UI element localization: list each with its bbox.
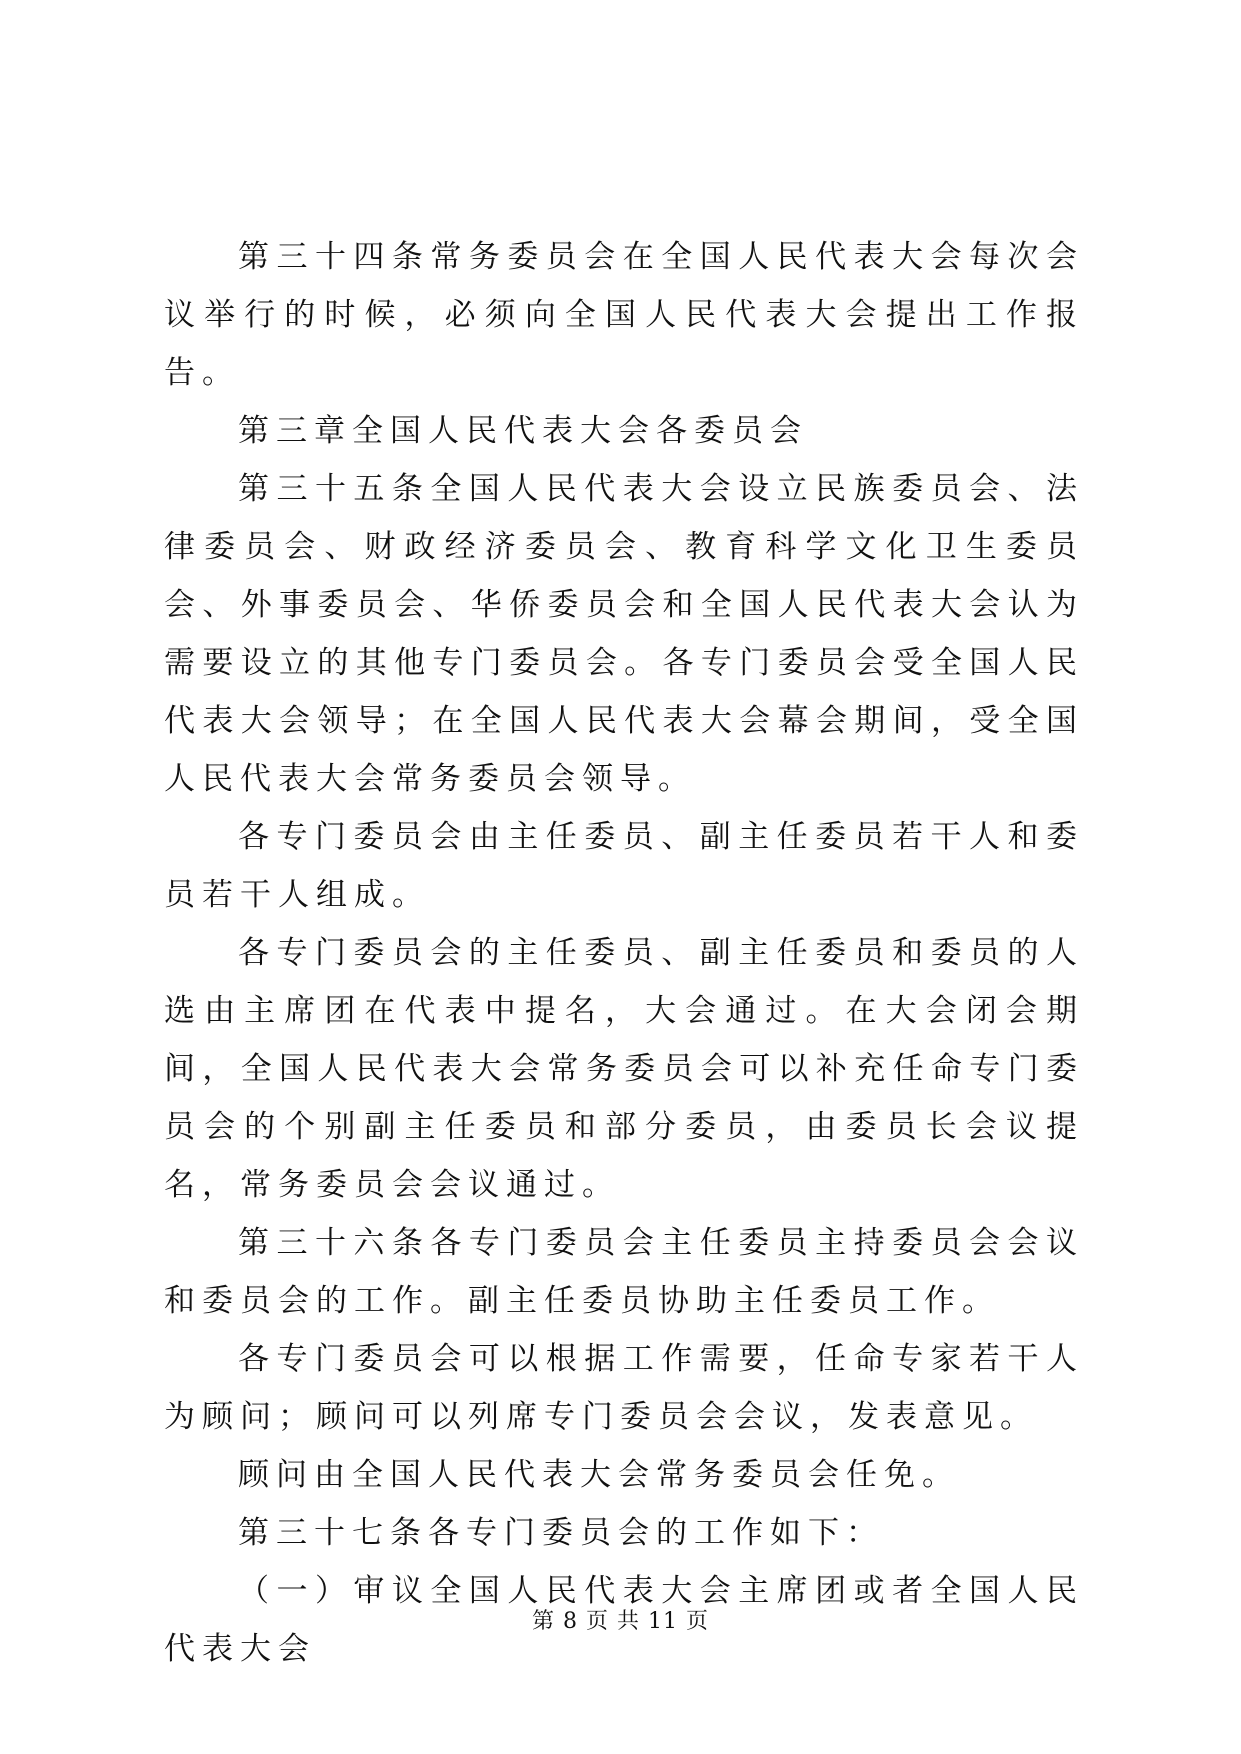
paragraph-article-35: 第三十五条全国人民代表大会设立民族委员会、法律委员会、财政经济委员会、教育科学文化卫生委员会、外事委员会、华侨委员会和全国人民代表大会认为需要设立的其他专门委员会。各专门委员会受全国人民代表大会领导；在全国人民代表大会幕会期间，受全国人民代表大会常务委员会领导。 [164,471,1084,797]
document-body [164,228,1084,1678]
page-footer [0,1604,1241,1635]
paragraph-article-37: 第三十七条各专门委员会的工作如下： [238,1515,884,1551]
list-item-1: （一）审议全国人民代表大会主席团或者全国人民代表大会 [164,1573,1084,1667]
paragraph-article-34: 第三十四条常务委员会在全国人民代表大会每次会议举行的时候，必须向全国人民代表大会提出工作报告。 [164,239,1084,391]
paragraph-article-36: 第三十六条各专门委员会主任委员主持委员会会议和委员会的工作。副主任委员协助主任委员工作。 [164,1225,1084,1319]
chapter-heading: 第三章全国人民代表大会各委员会 [238,413,808,449]
paragraph-advisers: 各专门委员会可以根据工作需要，任命专家若干人为顾问；顾问可以列席专门委员会会议，发表意见。 [164,1341,1084,1435]
paragraph-committee-composition: 各专门委员会由主任委员、副主任委员若干人和委员若干人组成。 [164,819,1084,913]
page-indicator: 第 8 页 共 11 页 [532,1609,709,1634]
paragraph-committee-nomination: 各专门委员会的主任委员、副主任委员和委员的人选由主席团在代表中提名，大会通过。在大会闭会期间，全国人民代表大会常务委员会可以补充任命专门委员会的个别副主任委员和部分委员，由委员长会议提名，常务委员会会议通过。 [164,935,1084,1203]
paragraph-adviser-appointment: 顾问由全国人民代表大会常务委员会任免。 [238,1457,960,1493]
